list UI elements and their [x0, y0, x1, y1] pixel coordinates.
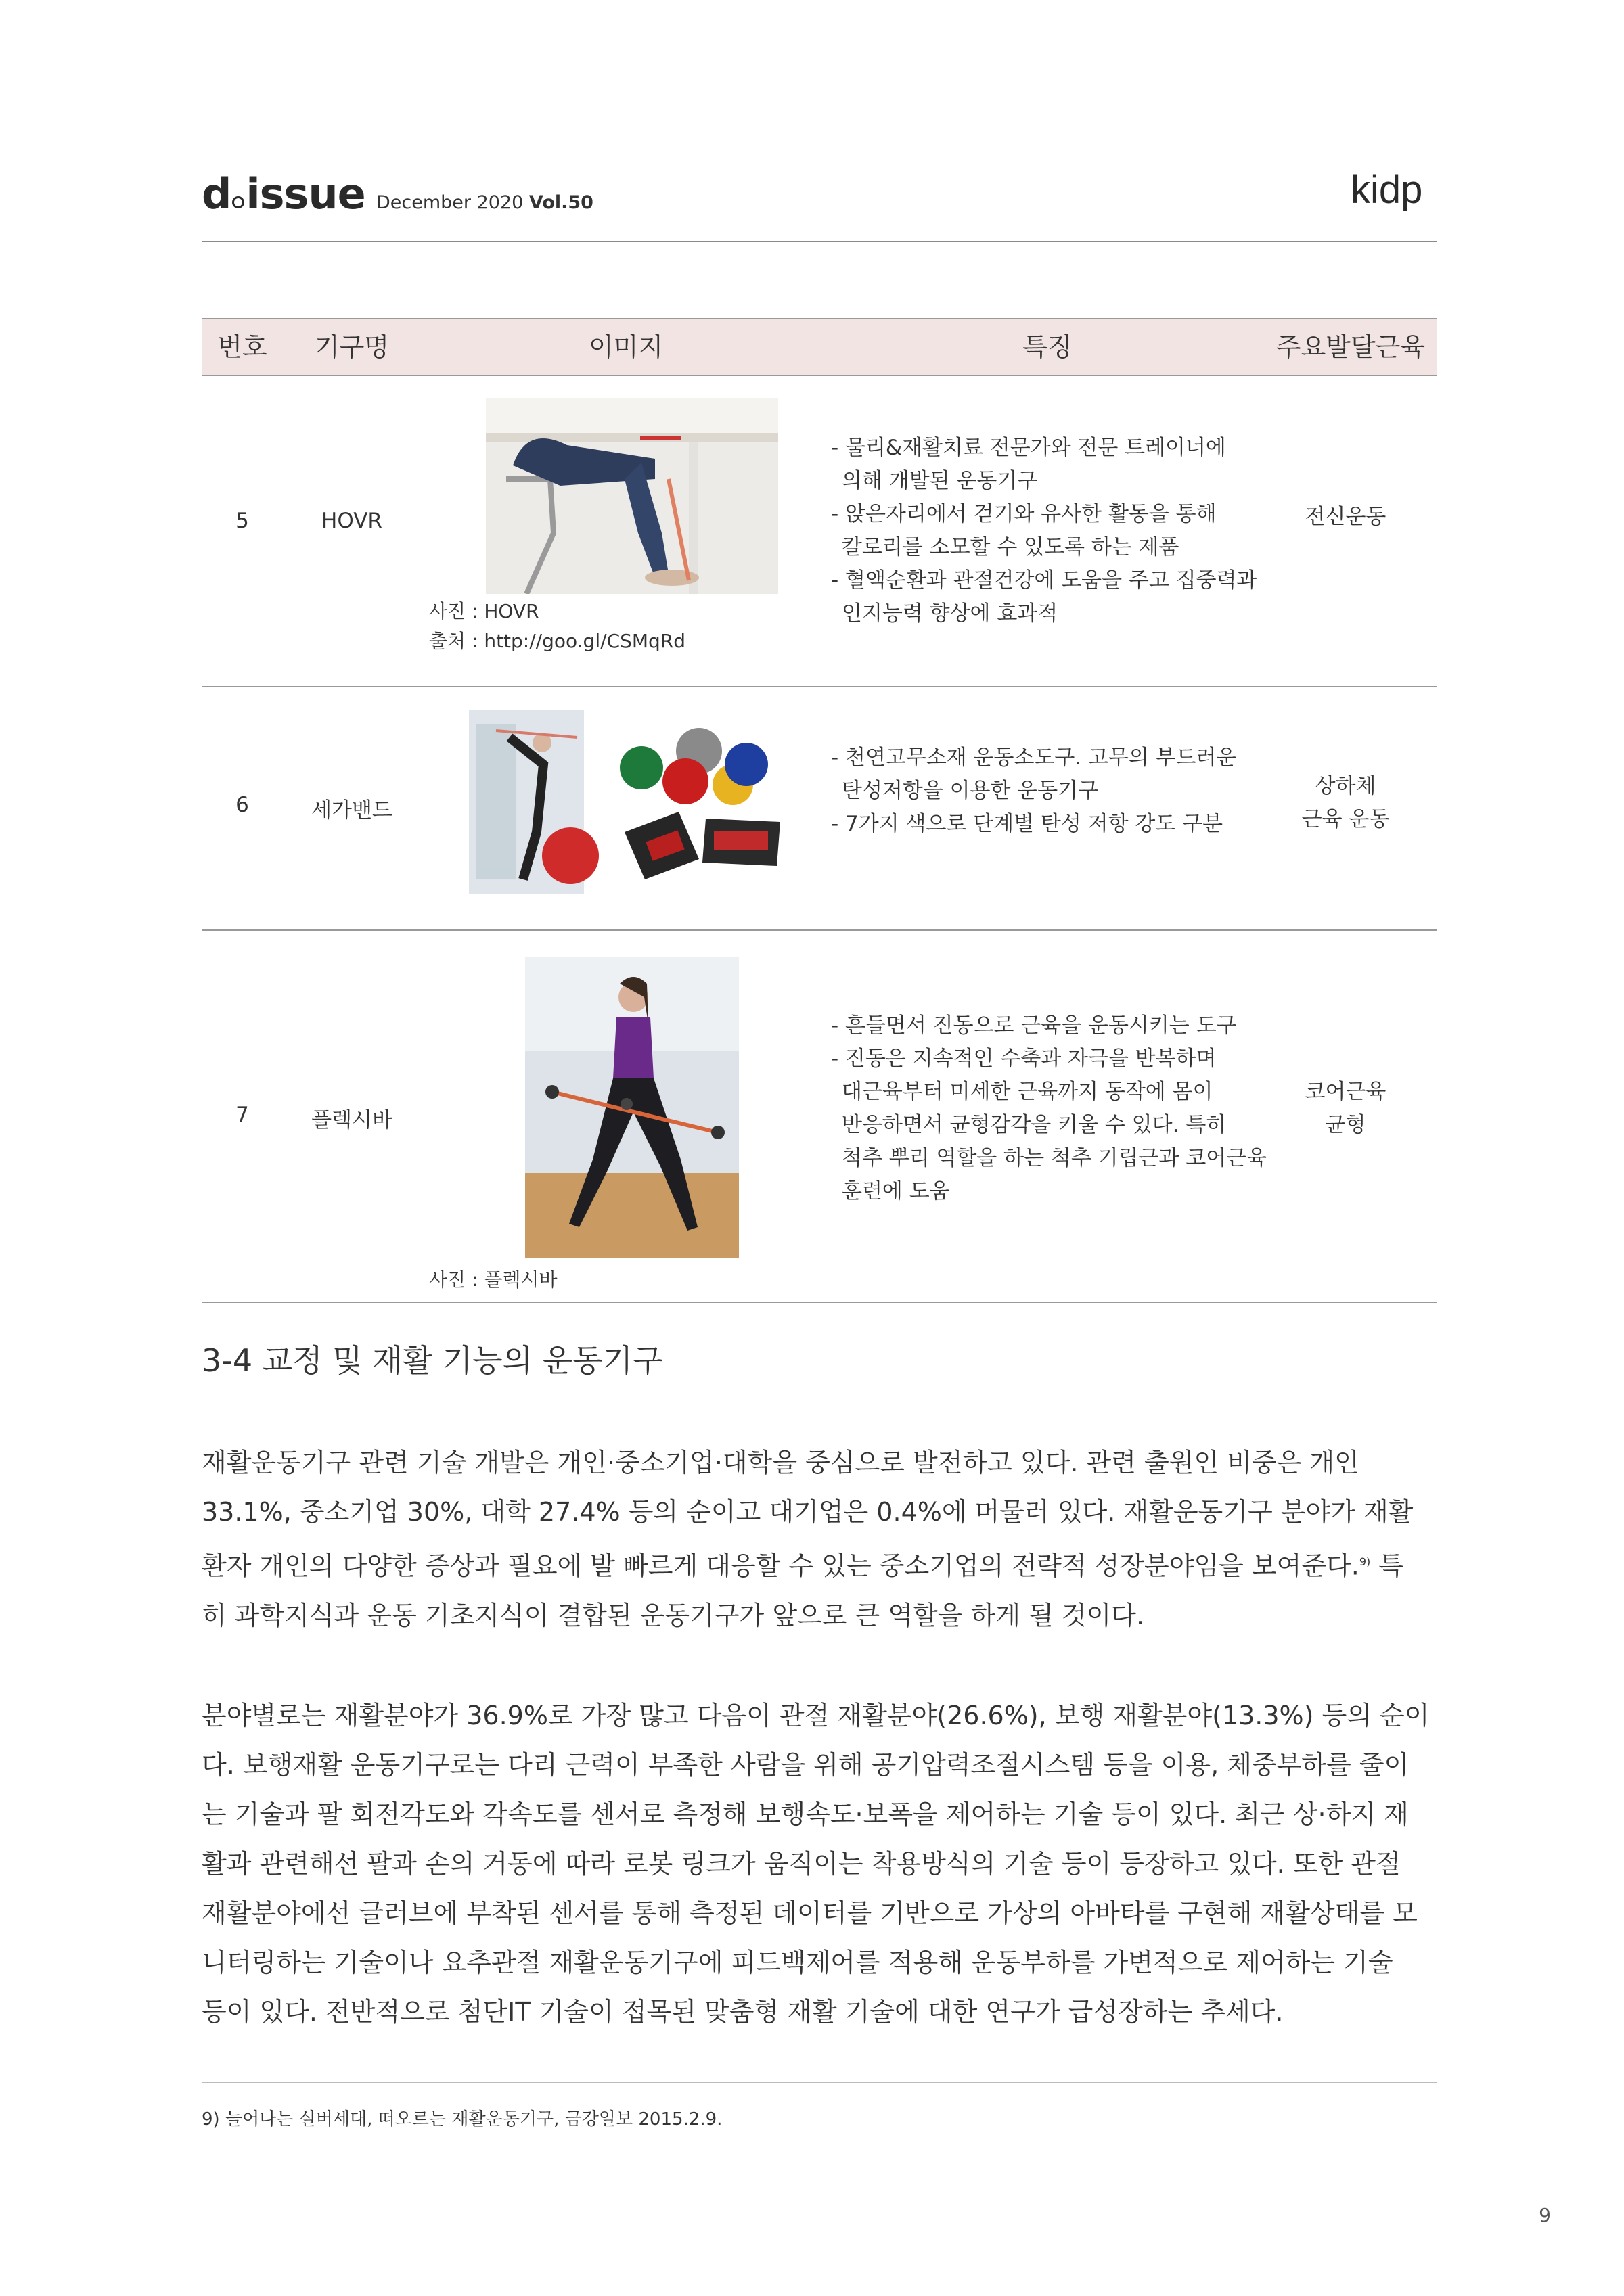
row-number: 6	[235, 793, 249, 817]
paragraph-line: 등이 있다. 전반적으로 첨단IT 기술이 접목된 맞춤형 재활 기술에 대한 연구가 급성장하는 추세다.	[202, 1997, 1284, 2027]
feature-line: - 혈액순환과 관절건강에 도움을 주고 집중력과	[831, 568, 1257, 593]
muscle-line: 상하체	[1315, 774, 1376, 798]
body-paragraph	[202, 1691, 1440, 2037]
paragraph-line: 니터링하는 기술이나 요추관절 재활운동기구에 피드백제어를 적용해 운동부하를 가변적으로 제어하는 기술	[202, 1948, 1393, 1977]
row-muscle	[1254, 1076, 1437, 1142]
feature-line: - 천연고무소재 운동소도구. 고무의 부드러운	[831, 745, 1237, 770]
photo-caption	[429, 1265, 558, 1295]
row-equipment-name: HOVR	[321, 509, 382, 533]
footnote-ref: 9)	[1359, 1555, 1371, 1568]
feature-line: 칼로리를 소모할 수 있도록 하는 제품	[842, 535, 1179, 559]
logo-dot	[232, 196, 244, 208]
paragraph-line	[202, 1537, 1440, 1591]
header-number: 번호	[217, 332, 267, 362]
svg-text:kidp: kidp	[1351, 168, 1423, 212]
row-muscle	[1254, 501, 1437, 534]
caption-line: 사진 : HOVR	[429, 600, 539, 622]
feature-line: 척추 뿌리 역할을 하는 척추 기립근과 코어근육	[842, 1146, 1267, 1170]
feature-line: 의해 개발된 운동기구	[842, 469, 1038, 493]
table-row	[202, 687, 1437, 931]
flexi-bar-photo	[525, 957, 739, 1258]
feature-line: - 흔들면서 진동으로 근육을 운동시키는 도구	[831, 1013, 1237, 1038]
row-muscle	[1254, 770, 1437, 836]
logo-word-issue: issue	[246, 169, 365, 219]
kidp-logo	[1349, 168, 1437, 218]
paragraph-line: 활과 관련해선 팔과 손의 거동에 따라 로봇 링크가 움직이는 착용방식의 기술 등이 등장하고 있다. 또한 관절	[202, 1849, 1401, 1879]
row-features	[831, 741, 1264, 841]
feature-line: 대근육부터 미세한 근육까지 동작에 몸이	[842, 1080, 1213, 1104]
body-paragraph	[202, 1438, 1440, 1640]
paragraph-line: 33.1%, 중소기업 30%, 대학 27.4% 등의 순이고 대기업은 0.4%에 머물러 있다. 재활운동기구 분야가 재활	[202, 1497, 1414, 1527]
hovr-photo	[486, 398, 778, 594]
issue-info	[376, 192, 593, 213]
feature-line: 인지능력 향상에 효과적	[842, 601, 1058, 626]
feature-line: 반응하면서 균형감각을 키울 수 있다. 특히	[842, 1113, 1227, 1137]
paragraph-line: 다. 보행재활 운동기구로는 다리 근력이 부족한 사람을 위해 공기압력조절시스템 등을 이용, 체중부하를 줄이	[202, 1750, 1409, 1780]
caption-source: 출처 : http://goo.gl/CSMqRd	[429, 630, 686, 652]
feature-line: - 앉은자리에서 걷기와 유사한 활동을 통해	[831, 502, 1217, 526]
muscle-line: 근육 운동	[1301, 807, 1390, 831]
row-equipment-name: 세가밴드	[311, 798, 392, 823]
paragraph-line: 재활운동기구 관련 기술 개발은 개인·중소기업·대학을 중심으로 발전하고 있다. 관련 출원인 비중은 개인	[202, 1448, 1359, 1477]
header-muscle: 주요발달근육	[1276, 332, 1426, 362]
paragraph-text: 특	[1370, 1551, 1404, 1581]
table-header-row	[202, 318, 1437, 376]
muscle-line: 균형	[1325, 1113, 1366, 1137]
muscle-line: 코어근육	[1305, 1080, 1386, 1104]
photo-caption	[429, 597, 685, 656]
footnote: 9) 늘어나는 실버세대, 떠오르는 재활운동기구, 금강일보 2015.2.9.	[202, 2109, 723, 2130]
footnote-divider	[202, 2082, 1437, 2083]
issue-volume: Vol.50	[528, 192, 593, 213]
caption-line: 사진 : 플렉시바	[429, 1268, 558, 1291]
row-number: 5	[235, 509, 249, 533]
feature-line: 훈련에 도움	[842, 1179, 950, 1203]
paragraph-line: 분야별로는 재활분야가 36.9%로 가장 많고 다음이 관절 재활분야(26.6%), 보행 재활분야(13.3%) 등의 순이	[202, 1701, 1430, 1730]
sega-band-photo	[469, 710, 787, 894]
feature-line: - 진동은 지속적인 수축과 자극을 반복하며	[831, 1047, 1217, 1071]
row-equipment-name: 플렉시바	[311, 1108, 392, 1132]
feature-line: 탄성저항을 이용한 운동기구	[842, 779, 1099, 803]
paragraph-line: 히 과학지식과 운동 기초지식이 결합된 운동기구가 앞으로 큰 역할을 하게 될 것이다.	[202, 1600, 1145, 1630]
feature-line: - 7가지 색으로 단계별 탄성 저항 강도 구분	[831, 812, 1223, 836]
header-features: 특징	[1022, 332, 1073, 362]
header-image: 이미지	[588, 332, 664, 362]
row-number: 7	[235, 1103, 249, 1127]
section-title: 3-4 교정 및 재활 기능의 운동기구	[202, 1342, 663, 1379]
feature-line: - 물리&재활치료 전문가와 전문 트레이너에	[831, 436, 1226, 460]
page-number: 9	[1539, 2204, 1551, 2226]
header-name: 기구명	[314, 332, 390, 362]
exercise-equipment-table	[202, 318, 1437, 1303]
table-row	[202, 376, 1437, 687]
logo-letter-d: d	[202, 169, 231, 219]
row-features	[831, 1009, 1267, 1208]
paragraph-line: 는 기술과 팔 회전각도와 각속도를 센서로 측정해 보행속도·보폭을 제어하는 기술 등이 있다. 최근 상·하지 재	[202, 1799, 1409, 1829]
paragraph-text: 환자 개인의 다양한 증상과 필요에 발 빠르게 대응할 수 있는 중소기업의 전략적 성장분야임을 보여준다.	[202, 1551, 1359, 1581]
row-features	[831, 432, 1264, 630]
table-row	[202, 931, 1437, 1303]
paragraph-line: 재활분야에선 글러브에 부착된 센서를 통해 측정된 데이터를 기반으로 가상의 아바타를 구현해 재활상태를 모	[202, 1898, 1418, 1928]
page-header	[202, 162, 1437, 242]
issue-date: December 2020	[376, 192, 524, 213]
muscle-line: 전신운동	[1305, 505, 1386, 529]
magazine-logo	[202, 169, 365, 219]
